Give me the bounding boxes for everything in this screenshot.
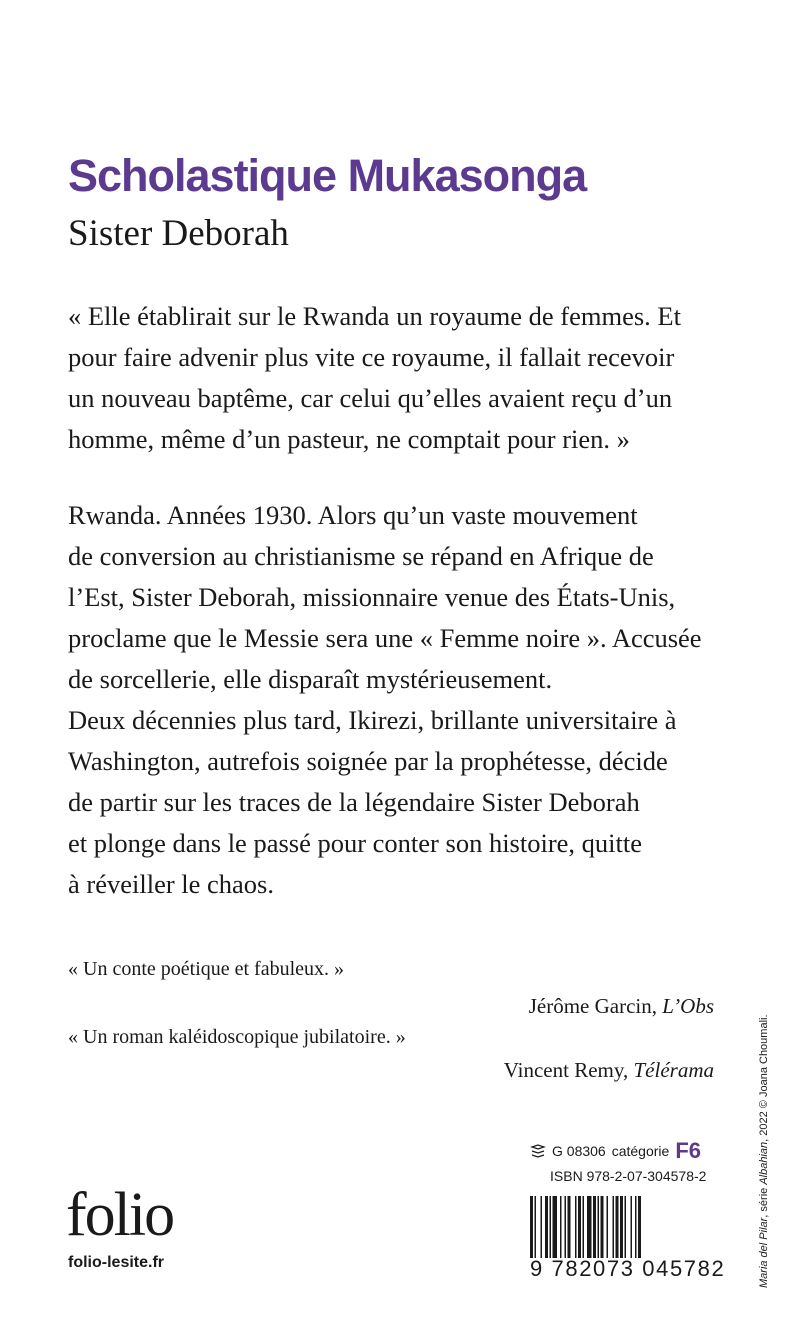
barcode-bar	[553, 1196, 558, 1258]
summary-line: de conversion au christianisme se répand en Afrique de	[68, 541, 654, 571]
barcode-bar	[601, 1196, 604, 1258]
barcode-bar	[530, 1196, 533, 1258]
barcode-bar	[598, 1196, 600, 1258]
book-title: Sister Deborah	[68, 213, 289, 254]
review-author: Jérôme Garcin,	[528, 994, 658, 1018]
barcode-bar	[620, 1196, 623, 1258]
barcode-bar	[541, 1196, 543, 1258]
catalog-code: G 08306	[552, 1143, 606, 1159]
barcode-bar	[593, 1196, 596, 1258]
catalog-category: F6	[675, 1138, 701, 1163]
barcode-bar	[607, 1196, 609, 1258]
barcode-bar	[638, 1196, 641, 1258]
barcode-bar	[616, 1196, 619, 1258]
credit-rest: , 2022 © Joana Choumali.	[758, 1014, 770, 1142]
publisher-site: folio-lesite.fr	[68, 1254, 165, 1271]
catalog-row	[530, 1138, 701, 1164]
summary-line: Washington, autrefois soignée par la prophétesse, décide	[68, 746, 668, 776]
summary-line: l’Est, Sister Deborah, missionnaire venue des États-Unis,	[68, 582, 676, 612]
barcode-bar	[550, 1196, 552, 1258]
summary-line: Rwanda. Années 1930. Alors qu’un vaste mouvement	[68, 500, 638, 530]
review-outlet: L’Obs	[662, 994, 714, 1018]
epigraph-line: un nouveau baptême, car celui qu’elles avaient reçu d’un	[68, 383, 673, 413]
barcode-bar	[560, 1196, 562, 1258]
barcode-bar	[587, 1196, 592, 1258]
review-quote: « Un conte poétique et fabuleux. »	[68, 958, 345, 980]
barcode-bar	[583, 1196, 585, 1258]
barcode-bar	[625, 1196, 627, 1258]
epigraph-line: « Elle établirait sur le Rwanda un royaume de femmes. Et	[68, 301, 681, 331]
book-stack-icon	[530, 1143, 546, 1159]
author-name: Scholastique Mukasonga	[68, 150, 587, 201]
summary-line: Deux décennies plus tard, Ikirezi, brillante universitaire à	[68, 705, 677, 735]
summary	[68, 495, 728, 905]
barcode-bar	[578, 1196, 581, 1258]
summary-line: de sorcellerie, elle disparaît mystérieusement.	[68, 664, 553, 694]
barcode-bar	[635, 1196, 637, 1258]
barcode-bar	[565, 1196, 567, 1258]
barcode-bar	[545, 1196, 548, 1258]
isbn: ISBN 978-2-07-304578-2	[550, 1168, 707, 1184]
barcode-bar	[631, 1196, 633, 1258]
review-source	[529, 994, 714, 1019]
catalog-label: catégorie	[611, 1143, 670, 1159]
barcode-bar	[535, 1196, 537, 1258]
epigraph	[68, 296, 728, 460]
barcode-bar	[575, 1196, 577, 1258]
review-outlet: Télérama	[633, 1058, 714, 1082]
epigraph-line: homme, même d’un pasteur, ne comptait pour rien. »	[68, 424, 630, 454]
summary-line: proclame que le Messie sera une « Femme noire ». Accusée	[68, 623, 702, 653]
barcode	[530, 1196, 720, 1258]
credit-series-label: , série	[758, 1187, 770, 1218]
credit-series: Albahian	[758, 1141, 770, 1185]
barcode-bar	[613, 1196, 615, 1258]
credit-artist: Maria del Pilar	[758, 1217, 770, 1288]
summary-line: et plonge dans le passé pour conter son histoire, quitte	[68, 828, 643, 858]
summary-line: à réveiller le chaos.	[68, 869, 274, 899]
cover-credit	[758, 1014, 770, 1288]
epigraph-line: pour faire advenir plus vite ce royaume, il fallait recevoir	[68, 342, 675, 372]
review-source	[504, 1058, 714, 1083]
barcode-digits: 9 782073 045782	[530, 1256, 726, 1281]
review-author: Vincent Remy,	[503, 1058, 629, 1082]
barcode-bar	[568, 1196, 571, 1258]
summary-line: de partir sur les traces de la légendaire Sister Deborah	[68, 787, 640, 817]
publisher-logo: folio	[66, 1181, 174, 1249]
review-quote: « Un roman kaléidoscopique jubilatoire. »	[68, 1026, 406, 1048]
